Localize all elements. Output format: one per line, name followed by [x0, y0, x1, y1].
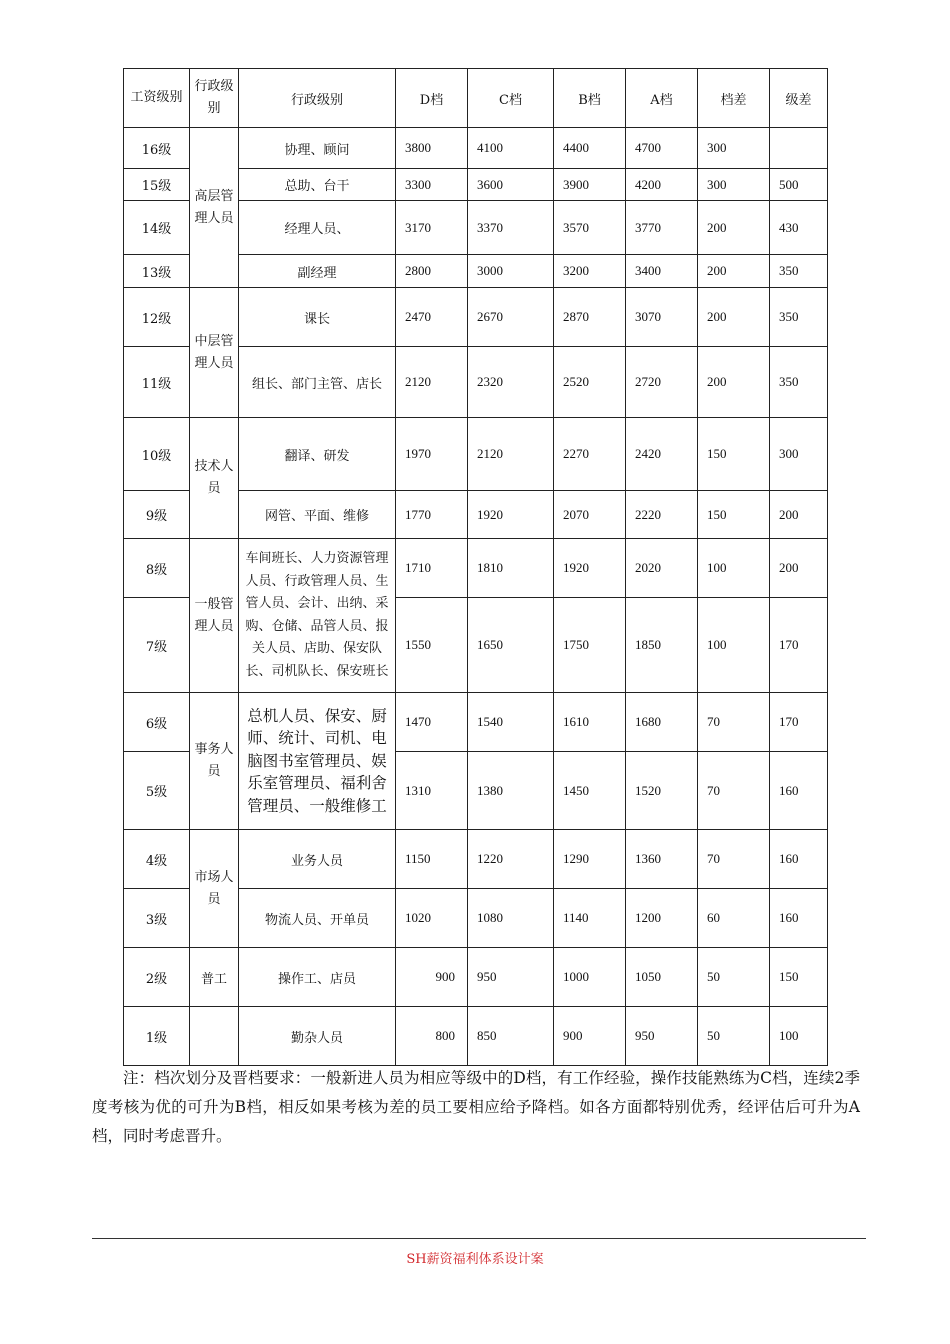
- c-band-value: 2670: [468, 288, 554, 347]
- salary-level: 9级: [124, 491, 190, 539]
- d-band-value: 900: [396, 948, 468, 1007]
- salary-level: 16级: [124, 128, 190, 169]
- table-row: [124, 128, 828, 169]
- b-band-value: 1750: [554, 598, 626, 693]
- b-band-value: 2270: [554, 418, 626, 491]
- b-band-value: 4400: [554, 128, 626, 169]
- c-band-value: 1380: [468, 752, 554, 830]
- header-admin-category: 行政级别: [190, 69, 239, 128]
- b-band-value: 1610: [554, 693, 626, 752]
- table-row: [124, 693, 828, 752]
- header-c-band: C档: [468, 69, 554, 128]
- d-band-value: 800: [396, 1007, 468, 1066]
- grade-diff-value: 200: [770, 491, 828, 539]
- footer-divider: [92, 1238, 866, 1239]
- salary-level: 13级: [124, 255, 190, 288]
- position: 协理、顾问: [239, 128, 396, 169]
- salary-level: 3级: [124, 889, 190, 948]
- salary-level: 1级: [124, 1007, 190, 1066]
- header-grade-diff: 级差: [770, 69, 828, 128]
- position: 物流人员、开单员: [239, 889, 396, 948]
- grade-diff-value: 350: [770, 288, 828, 347]
- b-band-value: 1290: [554, 830, 626, 889]
- salary-level: 6级: [124, 693, 190, 752]
- category-general: 一般管理人员: [190, 539, 239, 693]
- d-band-value: 1310: [396, 752, 468, 830]
- a-band-value: 4700: [626, 128, 698, 169]
- position: 经理人员、: [239, 201, 396, 255]
- grade-diff-value: 160: [770, 752, 828, 830]
- band-diff-value: 300: [698, 128, 770, 169]
- c-band-value: 1810: [468, 539, 554, 598]
- table-row: [124, 539, 828, 598]
- a-band-value: 1050: [626, 948, 698, 1007]
- grade-diff-value: 170: [770, 693, 828, 752]
- header-b-band: B档: [554, 69, 626, 128]
- a-band-value: 1680: [626, 693, 698, 752]
- band-diff-value: 150: [698, 418, 770, 491]
- grade-diff-value: 430: [770, 201, 828, 255]
- category-market: 市场人员: [190, 830, 239, 948]
- header-salary-level: 工资级别: [124, 69, 190, 128]
- d-band-value: 1150: [396, 830, 468, 889]
- position: 勤杂人员: [239, 1007, 396, 1066]
- salary-level: 15级: [124, 169, 190, 201]
- c-band-value: 1540: [468, 693, 554, 752]
- d-band-value: 3170: [396, 201, 468, 255]
- table-row: [124, 830, 828, 889]
- position: 组长、部门主管、店长: [239, 347, 396, 418]
- grade-diff-value: 100: [770, 1007, 828, 1066]
- salary-level: 12级: [124, 288, 190, 347]
- grade-diff-value: 150: [770, 948, 828, 1007]
- position: 总助、台干: [239, 169, 396, 201]
- band-diff-value: 150: [698, 491, 770, 539]
- b-band-value: 900: [554, 1007, 626, 1066]
- salary-level: 7级: [124, 598, 190, 693]
- c-band-value: 4100: [468, 128, 554, 169]
- c-band-value: 1080: [468, 889, 554, 948]
- a-band-value: 3070: [626, 288, 698, 347]
- table-row: [124, 948, 828, 1007]
- b-band-value: 3200: [554, 255, 626, 288]
- band-diff-value: 300: [698, 169, 770, 201]
- band-diff-value: 200: [698, 288, 770, 347]
- b-band-value: 1450: [554, 752, 626, 830]
- a-band-value: 3400: [626, 255, 698, 288]
- d-band-value: 1470: [396, 693, 468, 752]
- header-d-band: D档: [396, 69, 468, 128]
- d-band-value: 1550: [396, 598, 468, 693]
- salary-level: 4级: [124, 830, 190, 889]
- a-band-value: 3770: [626, 201, 698, 255]
- salary-table: [123, 68, 828, 1066]
- band-diff-value: 70: [698, 830, 770, 889]
- category-senior: 高层管理人员: [190, 128, 239, 288]
- a-band-value: 1850: [626, 598, 698, 693]
- c-band-value: 850: [468, 1007, 554, 1066]
- salary-level: 10级: [124, 418, 190, 491]
- category-tech: 技术人员: [190, 418, 239, 539]
- c-band-value: 1650: [468, 598, 554, 693]
- c-band-value: 1220: [468, 830, 554, 889]
- position: 操作工、店员: [239, 948, 396, 1007]
- grade-diff-value: 160: [770, 889, 828, 948]
- band-diff-value: 70: [698, 752, 770, 830]
- a-band-value: 1200: [626, 889, 698, 948]
- b-band-value: 3900: [554, 169, 626, 201]
- band-diff-value: 50: [698, 948, 770, 1007]
- a-band-value: 2720: [626, 347, 698, 418]
- grade-diff-value: 160: [770, 830, 828, 889]
- salary-level: 8级: [124, 539, 190, 598]
- salary-level: 5级: [124, 752, 190, 830]
- b-band-value: 2070: [554, 491, 626, 539]
- a-band-value: 950: [626, 1007, 698, 1066]
- b-band-value: 2870: [554, 288, 626, 347]
- position: 翻译、研发: [239, 418, 396, 491]
- header-a-band: A档: [626, 69, 698, 128]
- grade-diff-value: 350: [770, 255, 828, 288]
- c-band-value: 1920: [468, 491, 554, 539]
- position: 副经理: [239, 255, 396, 288]
- salary-level: 14级: [124, 201, 190, 255]
- b-band-value: 1140: [554, 889, 626, 948]
- c-band-value: 2320: [468, 347, 554, 418]
- b-band-value: 1000: [554, 948, 626, 1007]
- header-row: [124, 69, 828, 128]
- band-diff-value: 200: [698, 347, 770, 418]
- table-row: [124, 288, 828, 347]
- promotion-note: 注：档次划分及晋档要求：一般新进人员为相应等级中的D档，有工作经验，操作技能熟练为C档，连续2季度考核为优的可升为B档，相反如果考核为差的员工要相应给予降档。如各方面都特别优秀，经评估后可升为A档，同时考虑晋升。: [92, 1069, 860, 1145]
- band-diff-value: 50: [698, 1007, 770, 1066]
- a-band-value: 1360: [626, 830, 698, 889]
- a-band-value: 2020: [626, 539, 698, 598]
- grade-diff-value: 350: [770, 347, 828, 418]
- table-row: [124, 1007, 828, 1066]
- grade-diff-value: 200: [770, 539, 828, 598]
- category-worker: 普工: [190, 948, 239, 1007]
- b-band-value: 3570: [554, 201, 626, 255]
- d-band-value: 3800: [396, 128, 468, 169]
- a-band-value: 1520: [626, 752, 698, 830]
- a-band-value: 2220: [626, 491, 698, 539]
- a-band-value: 2420: [626, 418, 698, 491]
- d-band-value: 1710: [396, 539, 468, 598]
- c-band-value: 950: [468, 948, 554, 1007]
- c-band-value: 3600: [468, 169, 554, 201]
- grade-diff-value: 170: [770, 598, 828, 693]
- band-diff-value: 200: [698, 201, 770, 255]
- band-diff-value: 70: [698, 693, 770, 752]
- c-band-value: 3000: [468, 255, 554, 288]
- d-band-value: 1970: [396, 418, 468, 491]
- d-band-value: 1770: [396, 491, 468, 539]
- grade-diff-value: 500: [770, 169, 828, 201]
- position: 课长: [239, 288, 396, 347]
- b-band-value: 1920: [554, 539, 626, 598]
- c-band-value: 2120: [468, 418, 554, 491]
- grade-diff-value: [770, 128, 828, 169]
- category-middle: 中层管理人员: [190, 288, 239, 418]
- header-admin-position: 行政级别: [239, 69, 396, 128]
- band-diff-value: 100: [698, 598, 770, 693]
- band-diff-value: 60: [698, 889, 770, 948]
- d-band-value: 2120: [396, 347, 468, 418]
- band-diff-value: 100: [698, 539, 770, 598]
- position: 车间班长、人力资源管理人员、行政管理人员、生管人员、会计、出纳、采购、仓储、品管人员、报关人员、店助、保安队长、司机队长、保安班长: [239, 539, 396, 693]
- footer-title: SH薪资福利体系设计案: [406, 1252, 544, 1267]
- salary-level: 2级: [124, 948, 190, 1007]
- table-row: [124, 418, 828, 491]
- a-band-value: 4200: [626, 169, 698, 201]
- position: 总机人员、保安、厨师、统计、司机、电脑图书室管理员、娱乐室管理员、福利舍管理员、一般维修工: [239, 693, 396, 830]
- grade-diff-value: 300: [770, 418, 828, 491]
- d-band-value: 1020: [396, 889, 468, 948]
- d-band-value: 2470: [396, 288, 468, 347]
- b-band-value: 2520: [554, 347, 626, 418]
- position: 业务人员: [239, 830, 396, 889]
- position: 网管、平面、维修: [239, 491, 396, 539]
- band-diff-value: 200: [698, 255, 770, 288]
- category-affairs: 事务人员: [190, 693, 239, 830]
- d-band-value: 3300: [396, 169, 468, 201]
- salary-level: 11级: [124, 347, 190, 418]
- d-band-value: 2800: [396, 255, 468, 288]
- c-band-value: 3370: [468, 201, 554, 255]
- header-band-diff: 档差: [698, 69, 770, 128]
- category-empty: [190, 1007, 239, 1066]
